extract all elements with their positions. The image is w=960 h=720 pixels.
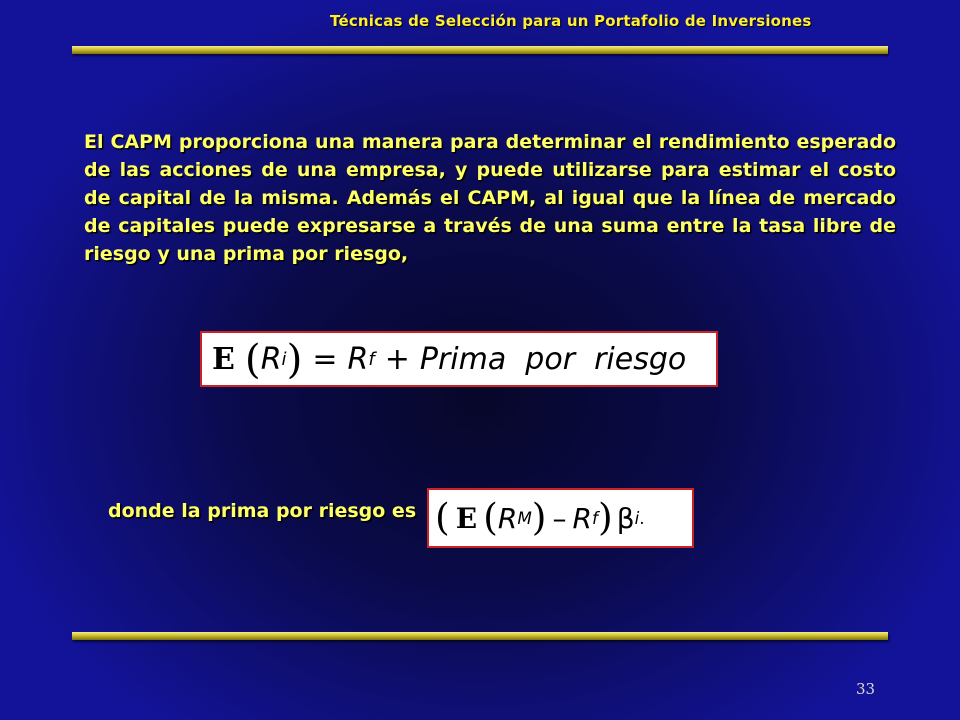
formula-expectation: E	[212, 341, 235, 377]
risk-expectation: E	[455, 501, 478, 535]
risk-rm-sub: M	[517, 508, 532, 528]
risk-outer-open: (	[435, 495, 450, 540]
formula-ri-sub: i	[281, 348, 287, 370]
top-divider	[72, 46, 888, 54]
formula-ri: R	[260, 341, 282, 377]
risk-premium-label: donde la prima por riesgo es	[108, 500, 417, 522]
risk-premium-formula	[427, 488, 694, 548]
formula-rf-sub: f	[368, 348, 375, 370]
risk-outer-close: )	[597, 495, 613, 540]
risk-inner-close: )	[531, 495, 547, 540]
formula-open-paren: (	[244, 334, 261, 383]
risk-inner-open: (	[483, 495, 498, 540]
risk-beta-sub: i	[634, 508, 640, 528]
risk-minus: –	[552, 501, 567, 535]
capm-highlight: CAPM	[110, 131, 172, 153]
risk-beta: β	[616, 501, 635, 535]
page-number: 33	[856, 680, 876, 698]
capm-formula	[200, 331, 718, 387]
paragraph-body: proporciona una manera para determinar el rendimiento esperado de las acciones de una empresa, y puede utilizarse para estimar el costo de capital de la misma. Además el CAPM, al igual que la línea de mercado de capitales puede expresarse a través de una suma entre la tasa libre de riesgo y una prima por riesgo,	[84, 131, 897, 265]
header-title: Técnicas de Selección para un Portafolio de Inversiones	[330, 12, 812, 30]
paragraph-prefix: El	[84, 131, 111, 153]
bottom-divider	[72, 632, 888, 640]
main-paragraph	[84, 128, 896, 268]
formula-plus: +	[384, 341, 410, 377]
risk-trailing: .	[639, 508, 645, 528]
formula-rf: R	[347, 341, 369, 377]
formula-close-paren: )	[286, 334, 303, 383]
formula-premium: Prima por riesgo	[419, 341, 687, 377]
formula-equals: =	[312, 341, 338, 377]
risk-rf: R	[572, 501, 593, 535]
risk-rm: R	[497, 501, 518, 535]
risk-rf-sub: f	[592, 508, 598, 528]
